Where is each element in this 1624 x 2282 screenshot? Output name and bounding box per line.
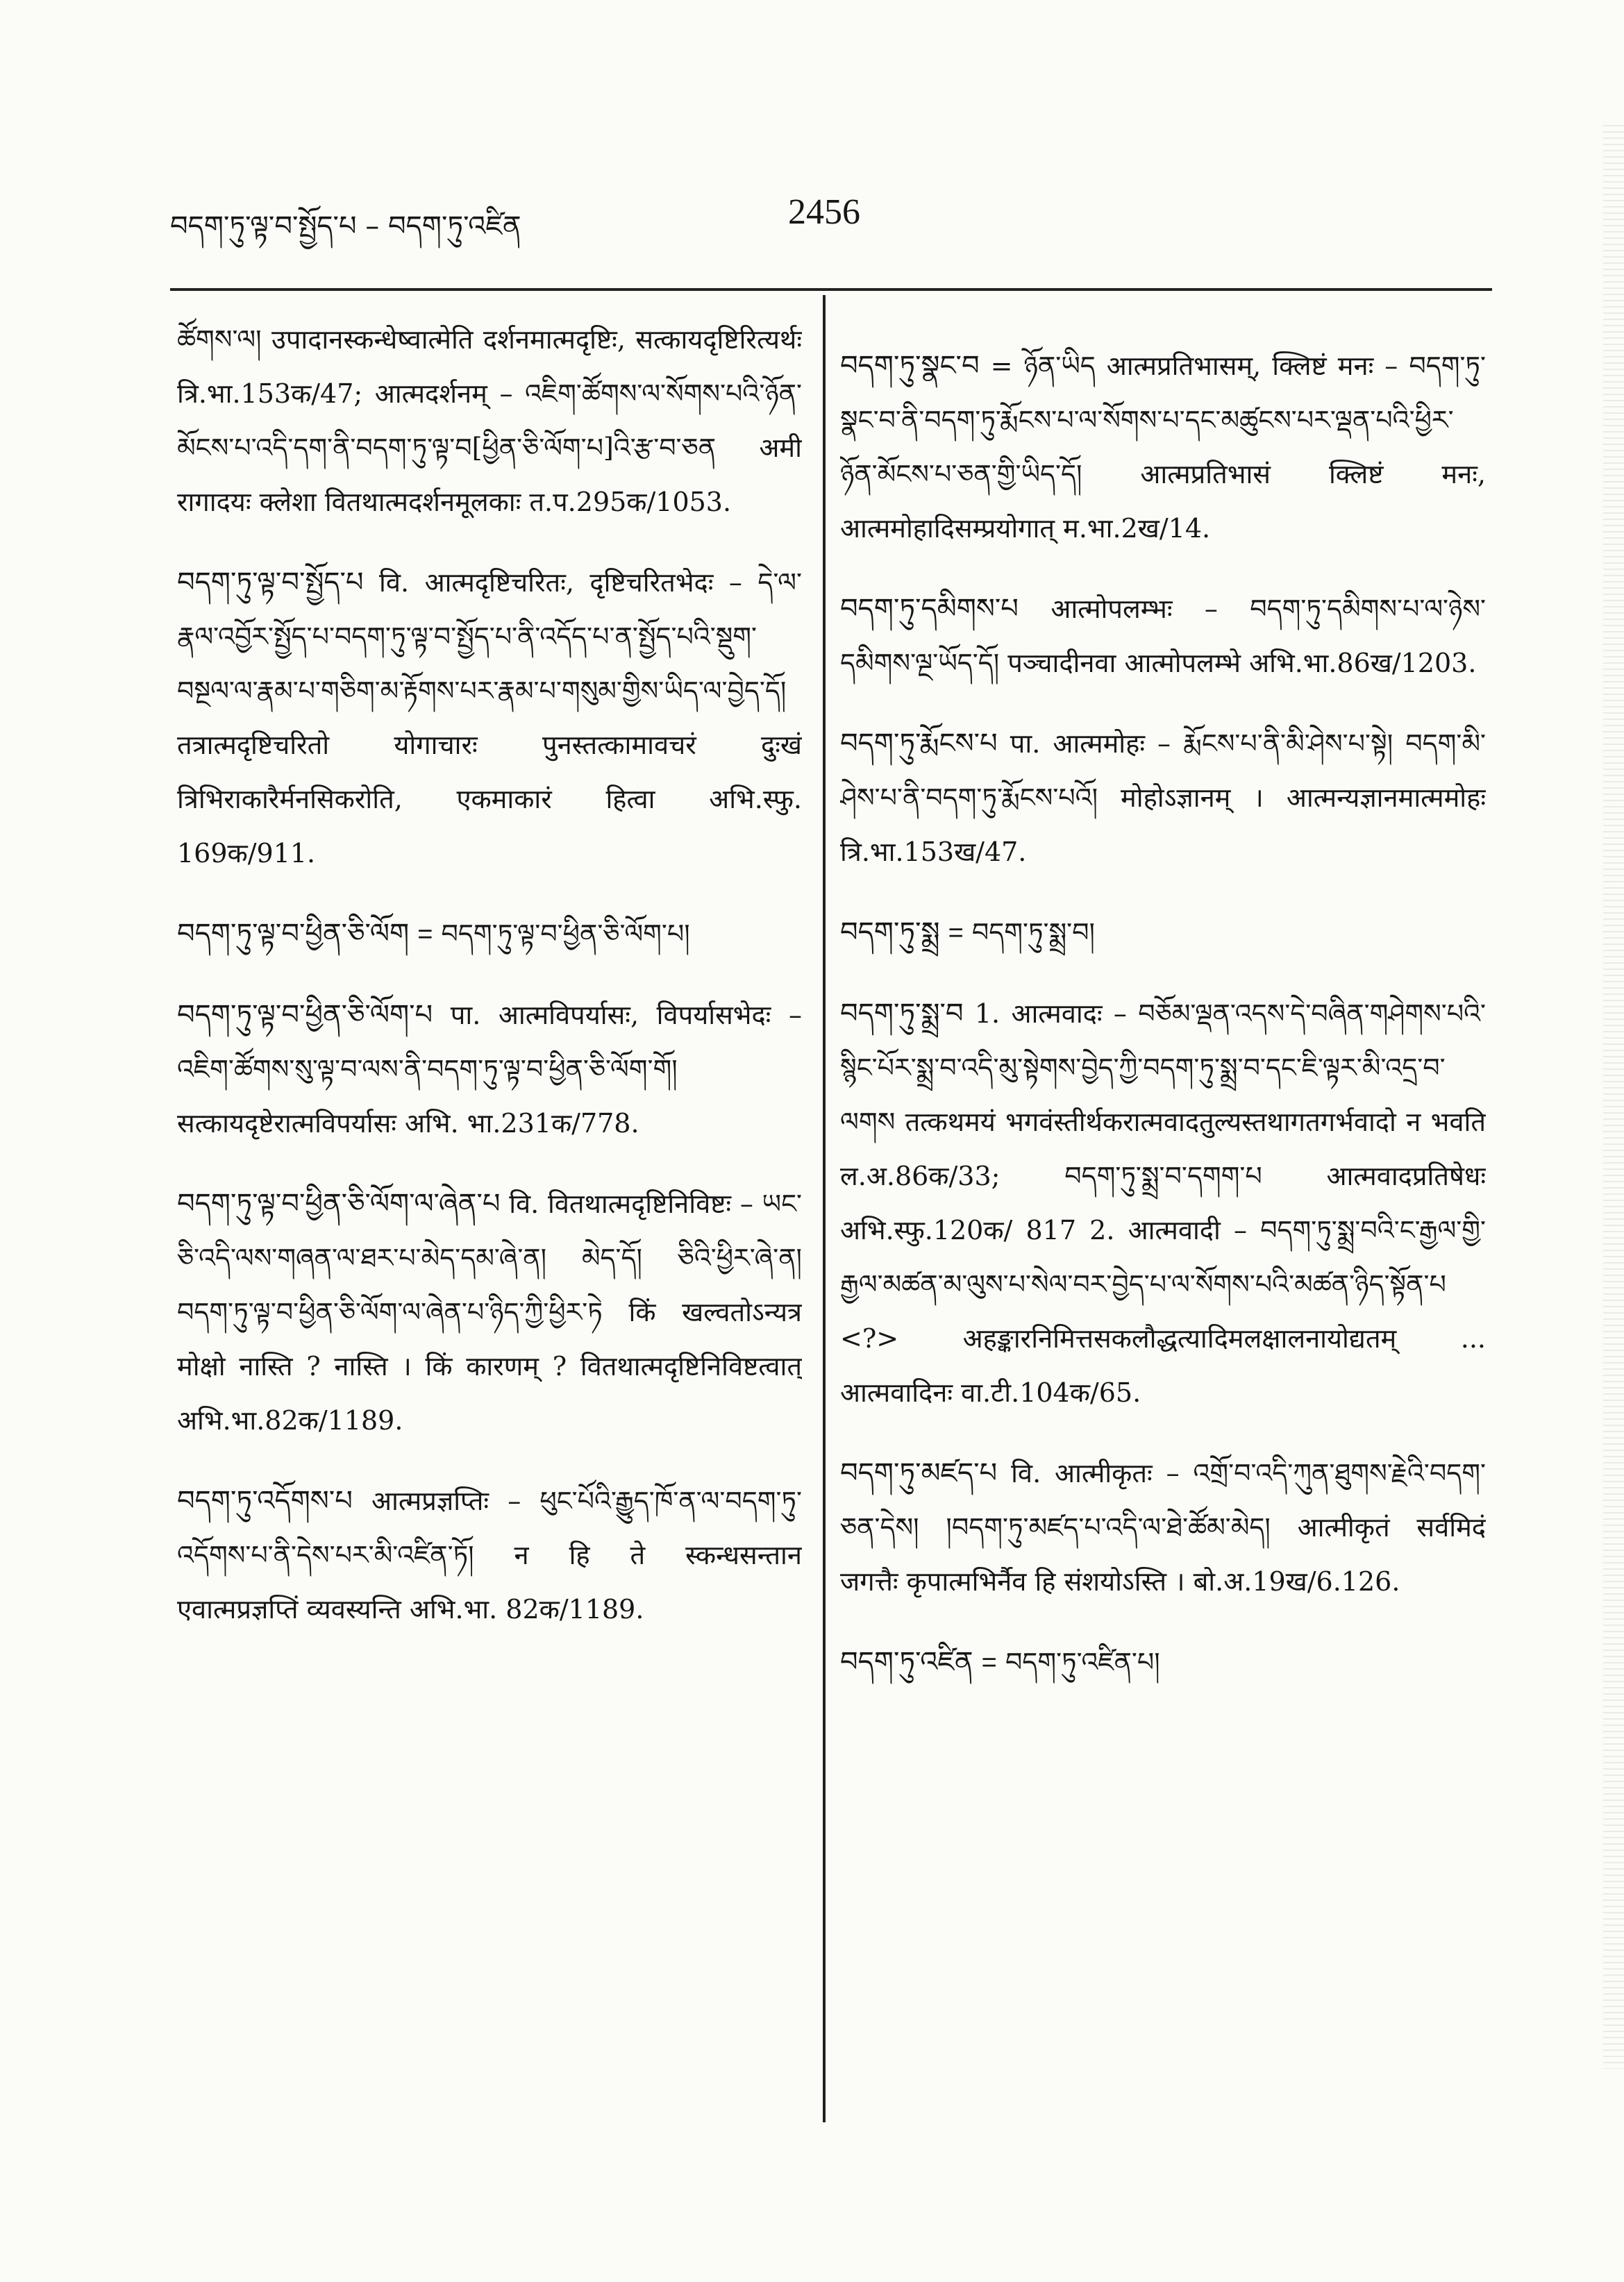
cross-ref-sign: = <box>417 920 433 949</box>
dictionary-entry <box>177 312 802 529</box>
scan-edge <box>1603 125 1624 2069</box>
running-head: བདག་ཏུ་ལྟ་བ་སྤྱོད་པ – བདག་ཏུ་འཛིན <box>170 210 521 242</box>
column-divider <box>823 295 826 2122</box>
left-column <box>177 312 802 2101</box>
dictionary-entry <box>177 1474 802 1636</box>
entry-headword: བདག་ཏུ་ལྟ་བ་སྤྱོད་པ <box>177 567 364 598</box>
entry-text: पा. आत्मविपर्यासः, विपर्यासभेदः – འཇིག་ཚོགས་སུ་ལྟ་བ་ལས་ནི་བདག་ཏུ་ལྟ་བ་ཕྱིན་ཅི་ལོག་གོ། सत्कायदृष्टेरात्मविपर्यासः अभि. भा.231क/778. <box>177 1000 802 1139</box>
entry-headword: བདག་ཏུ་སྣང་བ <box>840 350 980 382</box>
entry-text: བདག་ཏུ་སྨྲ་བ། <box>971 917 1095 948</box>
dictionary-entry <box>840 716 1486 879</box>
entry-headword: བདག་ཏུ་ལྟ་བ་ཕྱིན་ཅི་ལོག་ལ་ཞེན་པ <box>177 1188 501 1220</box>
dictionary-entry <box>840 987 1486 1420</box>
entry-headword: བདག་ཏུ་དམིགས་པ <box>840 593 1019 625</box>
dictionary-entry <box>840 339 1486 555</box>
dictionary-entry <box>177 1177 802 1448</box>
entry-text: བདག་ཏུ་ལྟ་བ་ཕྱིན་ཅི་ལོག་པ། <box>441 918 690 949</box>
right-column <box>840 312 1486 2101</box>
page-header <box>170 187 1454 257</box>
entry-headword: བདག་ཏུ་ལྟ་བ་ཕྱིན་ཅི་ལོག་པ <box>177 999 433 1031</box>
entry-headword: བདག་ཏུ་ལྟ་བ་ཕྱིན་ཅི་ལོག <box>177 918 410 950</box>
entry-headword: བདག་ཏུ་མཛད་པ <box>840 1457 998 1489</box>
header-rule <box>170 288 1492 291</box>
entry-text: वि. आत्मीकृतः – འགྲོ་བ་འདི་ཀུན་ཐུགས་རྗེའི་བདག་ཅན་དེས། །བདག་ཏུ་མཛད་པ་འདི་ལ་ཐེ་ཚོམ་མེད། आत्मीकृतं सर्वमिदं जगत्तैः कृपात्मभिर्नैव हि संशयोऽस्ति । बो.अ.19ख/6.126. <box>840 1458 1486 1597</box>
entry-text: བདག་ཏུ་འཛིན་པ། <box>1005 1647 1160 1677</box>
entry-text: 1. आत्मवादः – བཅོམ་ལྡན་འདས་དེ་བཞིན་གཤེགས་པའི་སྙིང་པོར་སྨྲ་བ་འདི་མུ་སྟེགས་བྱེད་ཀྱི་བདག་ཏུ་སྨྲ་བ་དང་ཇི་ལྟར་མི་འདྲ་བ་ལགས तत्कथमयं भगवंस्तीर्थकरात्मवादतुल्यस्तथागतगर्भवादो न भवति ल.अ.86क/33; བདག་ཏུ་སྨྲ་བ་དགག་པ आत्मवादप्रतिषेधः अभि.स्फु.120क/ 817 2. आत्मवादी – བདག་ཏུ་སྨྲ་བའི་ང་རྒྱལ་གྱི་རྒྱལ་མཚན་མ་ལུས་པ་སེལ་བར་བྱེད་པ་ལ་སོགས་པའི་མཚན་ཉིད་སྟོན་པ <?> अहङ्कारनिमित्तसकलौद्धत्यादिमलक्षालनायोद्यतम् ... आत्मवादिनः वा.टी.104क/65. <box>840 998 1486 1408</box>
entry-text: = ཉོན་ཡིད आत्मप्रतिभासम्, क्लिष्टं मनः – བདག་ཏུ་སྣང་བ་ནི་བདག་ཏུ་རྨོངས་པ་ལ་སོགས་པ་དང་མཚུངས་པར་ལྡན་པའི་ཕྱིར་ཉོན་མོངས་པ་ཅན་གྱི་ཡིད་དོ། आत्मप्रतिभासं क्लिष्टं मनः, आत्ममोहादिसम्प्रयोगात् म.भा.2ख/14. <box>840 351 1486 544</box>
dictionary-entry <box>840 1635 1486 1690</box>
entry-headword: བདག་ཏུ་རྨོངས་པ <box>840 728 998 760</box>
entry-text: ཚོགས་ལ། उपादानस्कन्धेष्वात्मेति दर्शनमात्मदृष्टिः, सत्कायदृष्टिरित्यर्थः त्रि.भा.153क/47; आत्मदर्शनम् – འཇིག་ཚོགས་ལ་སོགས་པའི་ཉོན་མོངས་པ་འདི་དག་ནི་བདག་ཏུ་ལྟ་བ[ཕྱིན་ཅི་ལོག་པ]འི་རྩ་བ་ཅན अमी रागादयः क्लेशा वितथात्मदर्शनमूलकाः त.प.295क/1053. <box>177 324 802 517</box>
dictionary-entry <box>840 582 1486 690</box>
entry-text: वि. आत्मदृष्टिचरितः, दृष्टिचरितभेदः – དེ་ལ་རྣལ་འབྱོར་སྤྱོད་པ་བདག་ཏུ་ལྟ་བ་སྤྱོད་པ་ནི་འདོད་པ་ན་སྤྱོད་པའི་སྡུག་བསྔལ་ལ་རྣམ་པ་གཅིག་མ་རྟོགས་པར་རྣམ་པ་གསུམ་གྱིས་ཡིད་ལ་བྱེད་དོ། तत्रात्मदृष्टिचरितो योगाचारः पुनस्तत्कामावचरं दुःखं त्रिभिराकारैर्मनसिकरोति, एकमाकारं हित्वा अभि.स्फु. 169क/911. <box>177 567 802 869</box>
dictionary-entry <box>840 1446 1486 1609</box>
entry-text: पा. आत्ममोहः – རྨོངས་པ་ནི་མི་ཤེས་པ་སྟེ། བདག་མི་ཤེས་པ་ནི་བདག་ཏུ་རྨོངས་པའོ། मोहोऽज्ञानम् । आत्मन्यज्ञानमात्ममोहः त्रि.भा.153ख/47. <box>840 728 1486 867</box>
entry-headword: བདག་ཏུ་སྨྲ་བ <box>840 998 964 1030</box>
entry-headword: བདག་ཏུ་སྨྲ <box>840 916 940 948</box>
dictionary-entry <box>177 907 802 962</box>
entry-headword: བདག་ཏུ་འཛིན <box>840 1646 973 1678</box>
page-number: 2456 <box>788 192 860 232</box>
entry-text: आत्मोपलम्भः – བདག་ཏུ་དམིགས་པ་ལ་ཉེས་དམིགས་ལྔ་ཡོད་དོ། पञ्चादीनवा आत्मोपलम्भे अभि.भा.86ख/1203. <box>840 594 1486 678</box>
entry-text: आत्मप्रज्ञप्तिः – ཕུང་པོའི་རྒྱུད་ཁོ་ན་ལ་བདག་ཏུ་འདོགས་པ་ནི་དེས་པར་མི་འཛིན་ཏོ། न हि ते स्कन्धसन्तान एवात्मप्रज्ञप्तिं व्यवस्यन्ति अभि.भा. 82क/1189. <box>177 1486 802 1625</box>
cross-ref-sign: = <box>981 1648 997 1677</box>
entry-text: वि. वितथात्मदृष्टिनिविष्टः – ཡང་ཅི་འདི་ལས་གཞན་ལ་ཐར་པ་མེད་དམ་ཞེ་ན། མེད་དོ། ཅིའི་ཕྱིར་ཞེ་ན། བདག་ཏུ་ལྟ་བ་ཕྱིན་ཅི་ལོག་ལ་ཞེན་པ་ཉིད་ཀྱི་ཕྱིར་ཏེ किं खल्वतोऽन्यत्र मोक्षो नास्ति ? नास्ति । किं कारणम् ? वितथात्मदृष्टिनिविष्टत्वात् अभि.भा.82क/1189. <box>177 1189 802 1436</box>
cross-ref-sign: = <box>948 918 964 948</box>
dictionary-entry <box>177 555 802 880</box>
entry-headword: བདག་ཏུ་འདོགས་པ <box>177 1485 353 1517</box>
dictionary-entry <box>840 905 1486 960</box>
dictionary-entry <box>177 988 802 1150</box>
